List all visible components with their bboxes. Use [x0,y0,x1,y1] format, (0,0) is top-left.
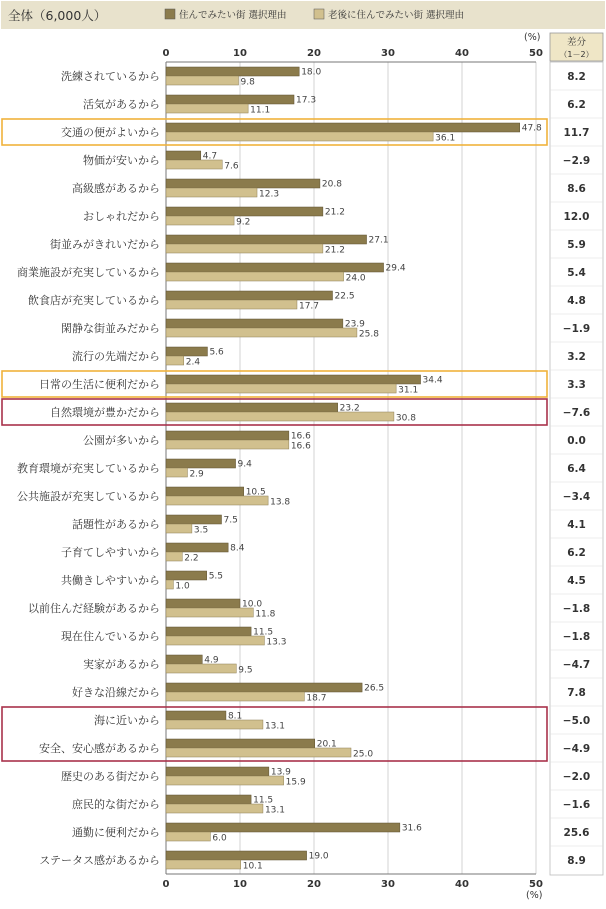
data-label-series2: 9.5 [238,665,253,676]
data-label-series1: 21.2 [324,207,345,218]
bar-series1 [166,291,333,300]
bar-series1 [166,431,289,440]
table-row [72,790,603,816]
data-label-series1: 11.5 [253,627,274,638]
bar-series2 [166,860,241,869]
x-axis-bottom [163,879,543,890]
table-row [39,734,603,760]
bar-series1 [166,627,251,636]
data-label-series2: 10.1 [242,861,263,872]
category-label: 飲食店が充実しているから [28,294,160,307]
legend-swatch-series2 [314,9,324,19]
category-label: 庶民的な街だから [72,798,160,811]
table-row [61,67,586,88]
data-label-series1: 23.2 [339,403,360,414]
bar-series1 [166,375,421,384]
table-row [61,762,603,788]
bar-rows [17,67,603,872]
data-label-series1: 17.3 [296,95,317,106]
data-label-series1: 20.8 [321,179,342,190]
category-label: 以前住んだ経験があるから [28,602,160,615]
data-label-series1: 13.9 [270,767,291,778]
category-label: 教育環境が充実しているから [17,462,160,475]
table-row [28,286,603,312]
bar-series2 [166,468,187,477]
diff-value: −2.0 [562,771,591,783]
data-label-series2: 1.0 [175,581,190,592]
x-tick-label: 30 [381,879,395,890]
data-label-series1: 20.1 [316,739,337,750]
bar-series1 [166,767,269,776]
bar-series1 [166,235,367,244]
bar-series2 [166,132,433,141]
data-label-series1: 18.0 [301,67,322,78]
data-label-series1: 16.6 [290,431,311,442]
category-label: 通勤に便利だから [72,826,160,839]
diff-header-label: 差分 [566,37,587,48]
data-label-series2: 13.3 [266,637,287,648]
unit-label-top: (%) [524,32,541,43]
unit-label-bottom: (%) [526,890,543,901]
bar-series2 [166,328,357,337]
data-label-series2: 13.8 [270,497,291,508]
category-label: 交通の便がよいから [61,126,160,139]
diff-value: 8.2 [567,71,586,83]
data-label-series1: 11.5 [253,795,274,806]
x-tick-label: 10 [233,48,247,59]
table-row [72,174,603,200]
bar-series2 [166,776,284,785]
data-label-series1: 10.0 [242,599,263,610]
diff-value: 4.5 [567,575,586,587]
category-label: 海に近いから [94,714,160,727]
data-label-series2: 6.0 [212,833,227,844]
data-label-series2: 24.0 [345,273,366,284]
x-tick-label: 0 [162,879,170,890]
bar-series2 [166,832,210,841]
table-row [83,426,603,452]
bar-series1 [166,515,222,524]
category-label: 好きな沿線だから [72,686,160,699]
x-tick-label: 40 [455,879,469,890]
bar-series1 [166,319,343,328]
category-label: ステータス感があるから [39,854,160,867]
bar-series2 [166,524,192,533]
data-label-series2: 21.2 [324,245,345,256]
bar-series1 [166,599,240,608]
category-label: 商業施設が充実しているから [17,266,160,279]
diff-value: −4.9 [562,743,591,755]
category-label: 話題性があるから [72,518,160,531]
data-label-series2: 17.7 [298,301,320,312]
bar-series2 [166,552,182,561]
table-row [61,538,603,564]
category-label: 安全、安心感があるから [39,742,160,755]
category-label: 公園が多いから [83,434,160,447]
table-row [39,846,603,872]
legend-label-series1: 住んでみたい街 選択理由 [179,10,287,21]
data-label-series1: 9.4 [237,459,252,470]
data-label-series2: 11.8 [255,609,276,620]
data-label-series2: 25.8 [358,329,379,340]
category-label: 歴史のある街だから [61,770,160,783]
bar-series1 [166,179,320,188]
table-row [72,818,603,844]
data-label-series1: 31.6 [401,823,422,834]
category-label: 公共施設が充実しているから [17,490,160,503]
category-label: おしゃれだから [83,210,160,223]
diff-value: −1.9 [562,323,591,335]
bar-series2 [166,272,344,281]
diff-value: 5.4 [567,267,586,279]
diff-value: 8.6 [567,183,586,195]
data-label-series1: 4.9 [204,655,219,666]
bar-series1 [166,347,207,356]
x-tick-label: 40 [455,48,469,59]
data-label-series2: 36.1 [435,133,456,144]
diff-value: −3.4 [562,491,591,503]
category-label: 日常の生活に便利だから [39,378,160,391]
data-label-series2: 18.7 [306,693,327,704]
table-row [83,202,603,228]
diff-value: 3.3 [567,379,586,391]
data-label-series1: 10.5 [245,487,266,498]
x-tick-label: 50 [529,48,543,59]
table-row [61,118,603,144]
bar-series1 [166,683,362,692]
diff-value: 6.2 [567,99,586,111]
data-label-series2: 3.5 [193,525,209,536]
bar-series2 [166,608,253,617]
diff-header-sub: （1－2） [559,50,594,59]
data-label-series2: 30.8 [395,413,416,424]
diff-value: 5.9 [567,239,586,251]
data-label-series1: 5.5 [208,571,224,582]
table-row [83,90,603,116]
bar-series2 [166,104,248,113]
bar-series2 [166,440,289,449]
diff-value: 11.7 [563,127,590,139]
data-label-series1: 26.5 [364,683,385,694]
table-row [72,342,603,368]
bar-series1 [166,263,384,272]
table-row [50,398,603,424]
bar-series1 [166,655,202,664]
table-row [83,146,603,172]
x-tick-label: 20 [307,879,321,890]
bar-series2 [166,692,304,701]
bar-series1 [166,151,201,160]
diff-value: −1.8 [562,603,591,615]
data-label-series2: 25.0 [353,749,374,760]
legend-swatch-series1 [165,9,175,19]
data-label-series1: 8.4 [230,543,245,554]
diff-value: 12.0 [563,211,590,223]
data-label-series1: 27.1 [368,235,389,246]
table-row [94,706,603,732]
bar-series1 [166,823,400,832]
data-label-series2: 9.2 [236,217,251,228]
category-label: 流行の先端だから [72,350,160,363]
table-row [50,230,603,256]
bar-series1 [166,851,307,860]
table-row [61,566,603,592]
bar-series2 [166,636,264,645]
category-label: 洗練されているから [61,70,160,83]
diff-value: 0.0 [567,435,586,447]
bar-series2 [166,76,239,85]
data-label-series1: 23.9 [344,319,365,330]
bar-series1 [166,123,520,132]
table-row [17,482,603,508]
data-label-series2: 16.6 [290,441,311,452]
x-tick-label: 50 [529,879,543,890]
diff-value: −1.6 [562,799,591,811]
table-row [39,370,603,396]
bar-series1 [166,571,207,580]
data-label-series1: 8.1 [227,711,243,722]
data-label-series2: 31.1 [398,385,419,396]
table-row [61,622,603,648]
data-label-series2: 12.3 [259,189,280,200]
bar-series1 [166,711,226,720]
bar-series2 [166,300,297,309]
data-label-series1: 29.4 [385,263,406,274]
category-label: 物価が安いから [83,154,160,167]
diff-value: −1.8 [562,631,591,643]
x-tick-label: 0 [162,48,170,59]
data-label-series1: 7.5 [223,515,238,526]
data-label-series1: 19.0 [308,851,329,862]
bar-series1 [166,403,338,412]
diff-value: 3.2 [567,351,586,363]
x-axis-top [163,48,543,59]
bar-series1 [166,795,251,804]
data-label-series2: 13.1 [264,805,285,816]
diff-value: −7.6 [562,407,591,419]
data-label-series1: 47.8 [521,123,542,134]
data-label-series1: 22.5 [334,291,355,302]
bar-series1 [166,459,236,468]
data-label-series2: 2.4 [185,357,201,368]
data-label-series2: 2.2 [184,553,199,564]
category-label: 共働きしやすいから [61,574,160,587]
data-label-series2: 11.1 [250,105,271,116]
diff-value: 6.4 [567,463,586,475]
bar-series1 [166,207,323,216]
data-label-series1: 34.4 [422,375,443,386]
bar-series2 [166,720,263,729]
bar-series2 [166,580,173,589]
bar-series1 [166,543,228,552]
category-label: 高級感があるから [72,182,160,195]
category-label: 自然環境が豊かだから [50,406,160,419]
table-row [72,510,603,536]
data-label-series2: 9.8 [240,77,255,88]
category-label: 活気があるから [83,98,160,111]
bar-series2 [166,384,396,393]
bar-series2 [166,216,234,225]
chart-title: 全体（6,000人） [8,8,107,23]
table-row [28,594,603,620]
bar-series1 [166,739,315,748]
data-label-series1: 5.6 [209,347,224,358]
bar-series2 [166,664,236,673]
table-row [17,258,603,284]
data-label-series2: 7.6 [224,161,239,172]
diff-value: −4.7 [562,659,591,671]
x-tick-label: 20 [307,48,321,59]
data-label-series2: 15.9 [285,777,306,788]
diff-value: −2.9 [562,155,591,167]
diff-value: −5.0 [562,715,591,727]
data-label-series1: 4.7 [202,151,218,162]
data-label-series2: 2.9 [189,469,204,480]
category-label: 現在住んでいるから [61,630,160,643]
category-label: 子育てしやすいから [61,546,160,559]
bar-series2 [166,244,323,253]
bar-series1 [166,95,294,104]
diff-value: 4.1 [567,519,586,531]
bar-series2 [166,804,263,813]
bar-series1 [166,487,244,496]
diff-value: 7.8 [567,687,586,699]
diff-value: 25.6 [563,827,590,839]
diff-value: 8.9 [567,855,586,867]
table-row [83,650,603,676]
x-tick-label: 10 [233,879,247,890]
legend-label-series2: 老後に住んでみたい街 選択理由 [328,10,465,21]
diff-value: 4.8 [567,295,586,307]
diff-value: 6.2 [567,547,586,559]
bar-series2 [166,356,184,365]
category-label: 閑静な街並みだから [61,322,160,335]
bar-series2 [166,188,257,197]
x-tick-label: 30 [381,48,395,59]
table-row [61,314,603,340]
table-row [72,678,603,704]
data-label-series2: 13.1 [264,721,285,732]
category-label: 実家があるから [83,658,160,671]
bar-series1 [166,67,299,76]
category-label: 街並みがきれいだから [50,238,160,251]
table-row [17,454,603,480]
